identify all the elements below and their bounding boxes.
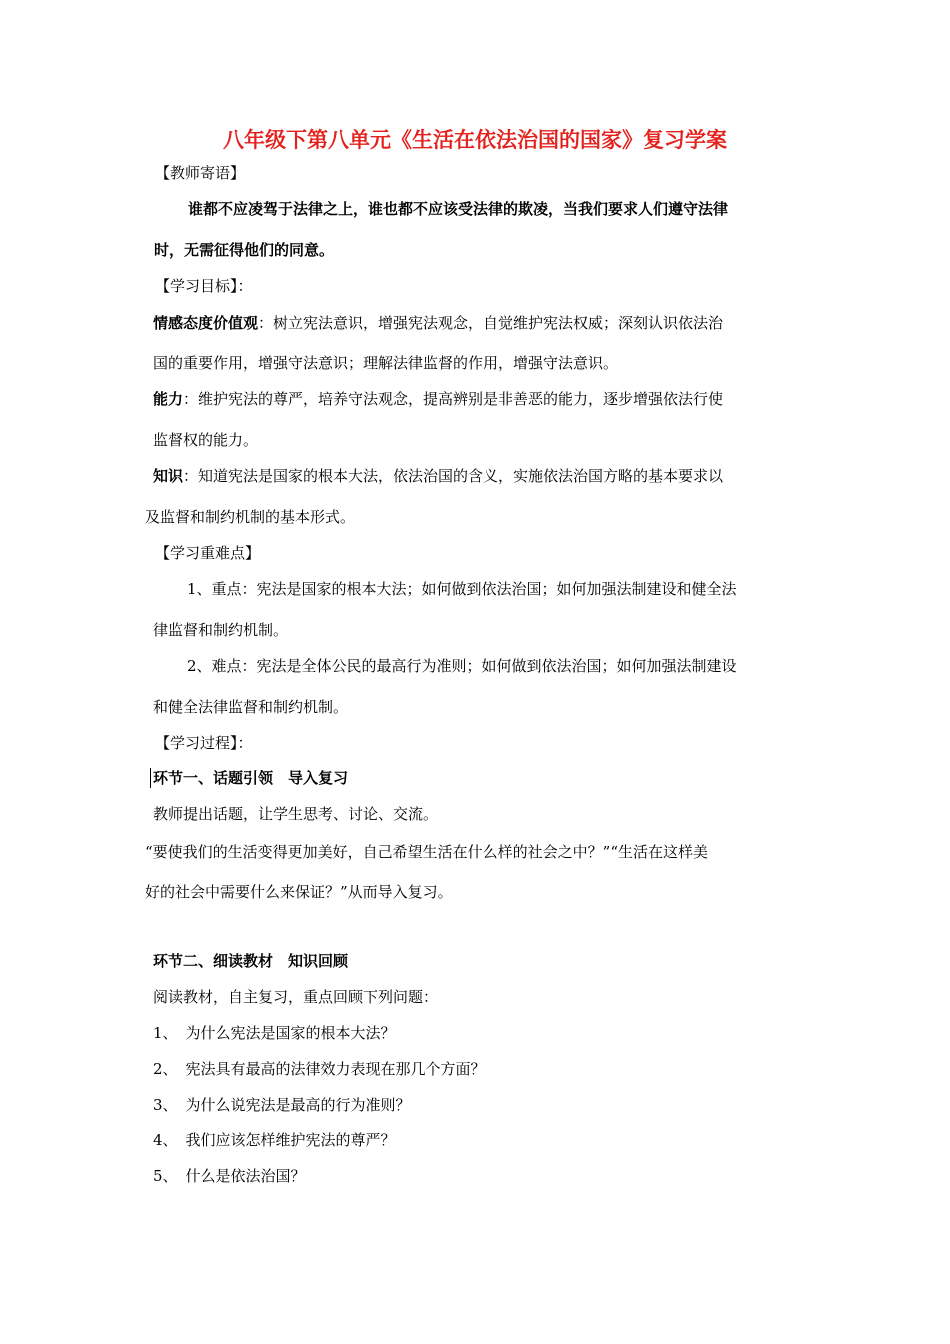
- question-item: [153, 1059, 486, 1079]
- key-point-1-line-2: 律监督和制约机制。: [153, 621, 289, 639]
- key-points-heading: 【学习重难点】: [155, 544, 261, 562]
- section-1-quote-line-2: 好的社会中需要什么来保证？”从而导入复习。: [145, 883, 453, 901]
- question-item: [153, 1095, 411, 1115]
- key-point-2-line-1: 2、难点：宪法是全体公民的最高行为准则；如何做到依法治国；如何加强法制建设: [187, 657, 737, 675]
- question-text: 为什么说宪法是最高的行为准则？: [185, 1096, 411, 1114]
- goals-heading: 【学习目标】：: [155, 277, 253, 295]
- question-item: [153, 1166, 306, 1186]
- question-text: 我们应该怎样维护宪法的尊严？: [185, 1131, 396, 1149]
- goal-emotion-label: 情感态度价值观: [153, 314, 259, 332]
- goal-ability-text: ：维护宪法的尊严，培养守法观念，提高辨别是非善恶的能力，逐步增强依法行使: [183, 390, 724, 408]
- process-heading: 【学习过程】：: [155, 734, 253, 752]
- question-text: 宪法具有最高的法律效力表现在那几个方面？: [185, 1060, 486, 1078]
- page-title: 八年级下第八单元《生活在依法治国的国家》复习学案: [223, 128, 727, 152]
- teacher-words-heading: 【教师寄语】: [155, 164, 246, 182]
- question-item: [153, 1130, 396, 1150]
- section-1-intro: 教师提出话题，让学生思考、讨论、交流。: [153, 805, 439, 823]
- question-number: 3、: [153, 1096, 178, 1114]
- teacher-words-line-1: 谁都不应凌驾于法律之上，谁也都不应该受法律的欺凌，当我们要求人们遵守法律: [188, 200, 729, 218]
- goal-emotion-line-1: [153, 313, 723, 333]
- goal-knowledge-line-1: [153, 466, 723, 486]
- question-number: 1、: [153, 1024, 178, 1042]
- text-cursor: [150, 768, 151, 788]
- section-1-title: 环节一、话题引领 导入复习: [153, 769, 349, 787]
- question-text: 为什么宪法是国家的根本大法？: [185, 1024, 396, 1042]
- goal-ability-line-1: [153, 389, 723, 409]
- goal-knowledge-line-2: 及监督和制约机制的基本形式。: [145, 508, 356, 526]
- question-item: [153, 1023, 396, 1043]
- section-2-intro: 阅读教材，自主复习，重点回顾下列问题：: [153, 988, 439, 1006]
- goal-emotion-text: ：树立宪法意识，增强宪法观念，自觉维护宪法权威；深刻认识依法治: [258, 314, 724, 332]
- question-text: 什么是依法治国？: [185, 1167, 306, 1185]
- question-number: 4、: [153, 1131, 178, 1149]
- goal-ability-line-2: 监督权的能力。: [153, 431, 259, 449]
- teacher-words-line-2: 时，无需征得他们的同意。: [154, 241, 335, 259]
- question-number: 5、: [153, 1167, 178, 1185]
- question-number: 2、: [153, 1060, 178, 1078]
- section-2-title: 环节二、细读教材 知识回顾: [153, 952, 349, 970]
- goal-emotion-line-2: 国的重要作用，增强守法意识；理解法律监督的作用，增强守法意识。: [153, 354, 619, 372]
- goal-ability-label: 能力: [153, 390, 184, 408]
- goal-knowledge-label: 知识: [153, 467, 184, 485]
- key-point-1-line-1: 1、重点：宪法是国家的根本大法；如何做到依法治国；如何加强法制建设和健全法: [187, 580, 737, 598]
- section-1-quote-line-1: “要使我们的生活变得更加美好，自己希望生活在什么样的社会之中？”“生活在这样美: [145, 843, 709, 861]
- key-point-2-line-2: 和健全法律监督和制约机制。: [153, 698, 349, 716]
- goal-knowledge-text: ：知道宪法是国家的根本大法，依法治国的含义，实施依法治国方略的基本要求以: [183, 467, 724, 485]
